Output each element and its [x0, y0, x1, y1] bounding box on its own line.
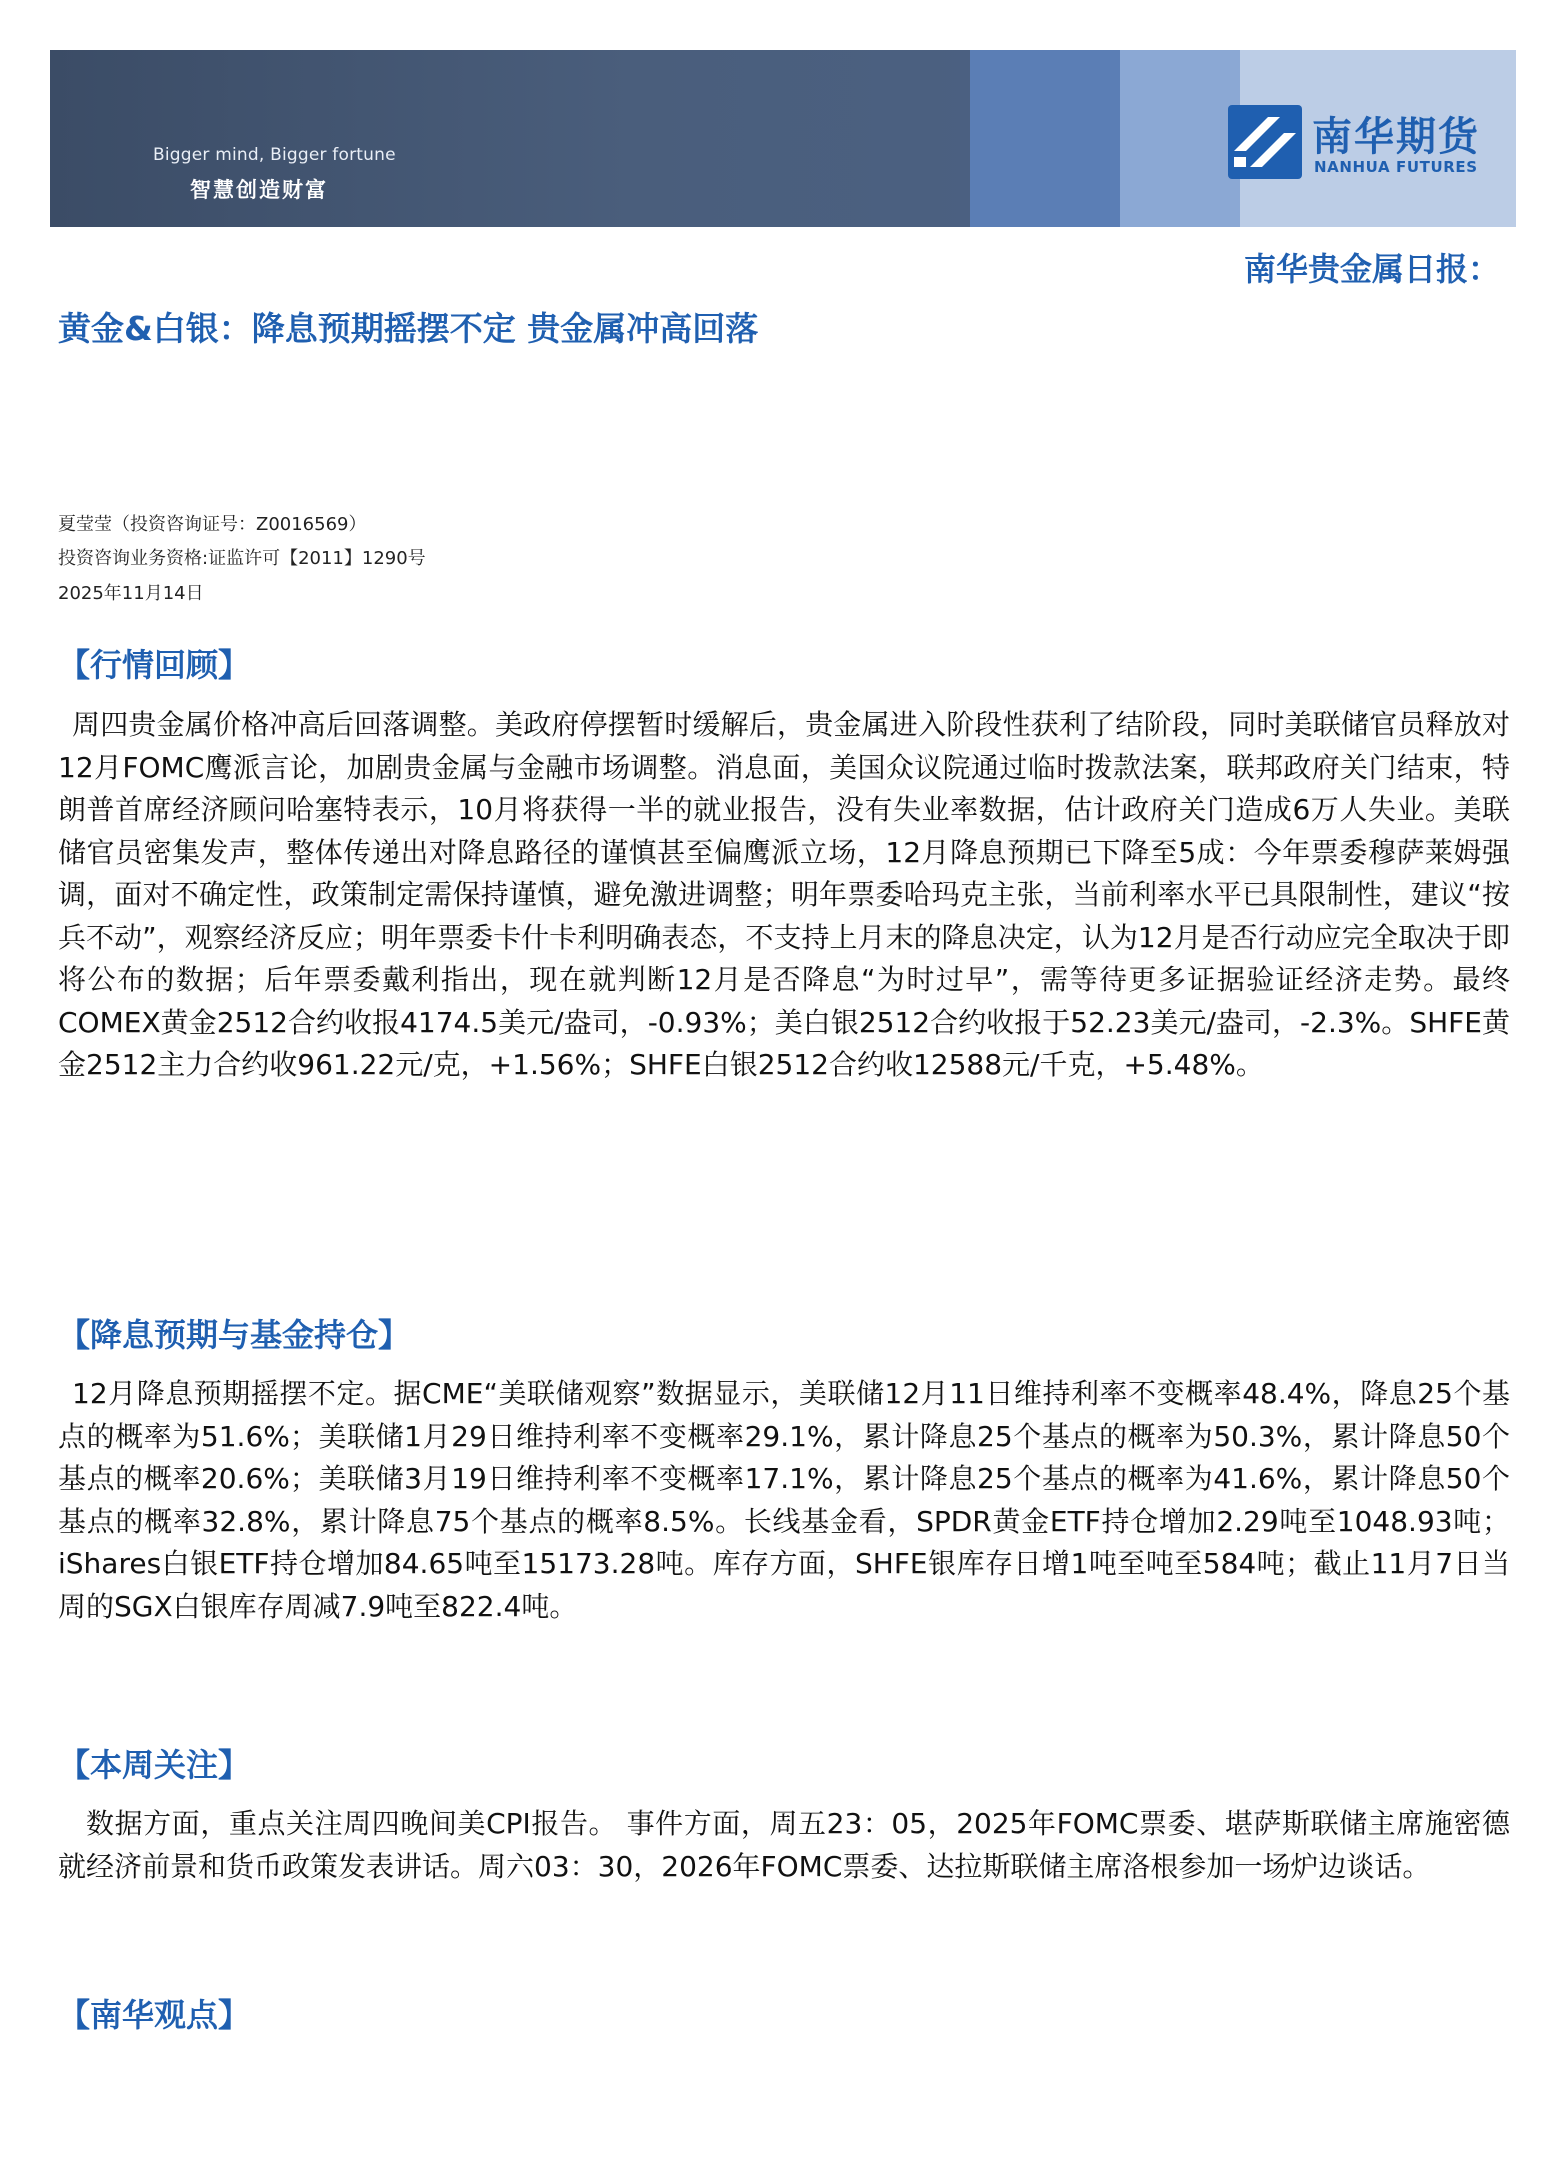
section-text-rate-expectations: 12月降息预期摇摆不定。据CME“美联储观察”数据显示，美联储12月11日维持利率不变概率48.4%，降息25个基点的概率为51.6%；美联储1月29日维持利率不变概率29.1%，累计降息25个基点的概率为50.3%，累计降息50个基点的概率20.6%；美联储3月19日维持利率不变概率17.1%，累计降息25个基点的概率为41.6%，累计降息50个基点的概率32.8%，累计降息75个基点的概率8.5%。长线基金看，SPDR黄金ETF持仓增加2.29吨至1048.93吨；iShares白银ETF持仓增加84.65吨至15173.28吨。库存方面，SHFE银库存日增1吨至吨至584吨；截止11月7日当周的SGX白银库存周减7.9吨至822.4吨。 — [58, 1377, 1510, 1623]
section-heading-rate-expectations: 【降息预期与基金持仓】 — [58, 1316, 411, 1354]
header-banner — [50, 50, 1516, 227]
section-text-market-review: 周四贵金属价格冲高后回落调整。美政府停摆暂时缓解后，贵金属进入阶段性获利了结阶段，同时美联储官员释放对12月FOMC鹰派言论，加剧贵金属与金融市场调整。消息面，美国众议院通过临时拨款法案，联邦政府关门结束，特朗普首席经济顾问哈塞特表示，10月将获得一半的就业报告，没有失业率数据，估计政府关门造成6万人失业。美联储官员密集发声，整体传递出对降息路径的谨慎甚至偏鹰派立场，12月降息预期已下降至5成：今年票委穆萨莱姆强调，面对不确定性，政策制定需保持谨慎，避免激进调整；明年票委哈玛克主张，当前利率水平已具限制性，建议“按兵不动”，观察经济反应；明年票委卡什卡利明确表态，不支持上月末的降息决定，认为12月是否行动应完全取决于即将公布的数据；后年票委戴利指出，现在就判断12月是否降息“为时过早”，需等待更多证据验证经济走势。最终COMEX黄金2512合约收报4174.5美元/盎司，-0.93%；美白银2512合约收报于52.23美元/盎司，-2.3%。SHFE黄金2512主力合约收961.22元/克，+1.56%；SHFE白银2512合约收12588元/千克，+5.48%。 — [58, 708, 1510, 1081]
section-heading-nanhua-view: 【南华观点】 — [58, 1996, 251, 2034]
section-text-week-focus: 数据方面，重点关注周四晚间美CPI报告。 事件方面，周五23：05，2025年FOMC票委、堪萨斯联储主席施密德就经济前景和货币政策发表讲话。周六03：30，2026年FOMC票委、达拉斯联储主席洛根参加一场炉边谈话。 — [58, 1807, 1510, 1883]
slogan-en: Bigger mind, Bigger fortune — [153, 145, 396, 165]
section-heading-week-focus: 【本周关注】 — [58, 1746, 251, 1784]
author-line: 夏莹莹（投资咨询证号：Z0016569） — [58, 514, 367, 535]
report-date: 2025年11月14日 — [58, 583, 204, 604]
logo-text-cn: 南华期货 — [1312, 114, 1480, 160]
slogan-zh: 智慧创造财富 — [190, 178, 328, 202]
report-title: 黄金&白银：降息预期摇摆不定 贵金属冲高回落 — [58, 309, 759, 348]
banner-stripe — [970, 50, 1120, 227]
report-kind: 南华贵金属日报： — [1243, 250, 1500, 288]
section-heading-market-review: 【行情回顾】 — [58, 646, 251, 684]
nanhua-logo-icon — [1228, 105, 1302, 179]
logo-text-en: NANHUA FUTURES — [1314, 158, 1478, 176]
banner-stripe — [1120, 50, 1240, 227]
license-line: 投资咨询业务资格:证监许可【2011】1290号 — [58, 548, 426, 569]
